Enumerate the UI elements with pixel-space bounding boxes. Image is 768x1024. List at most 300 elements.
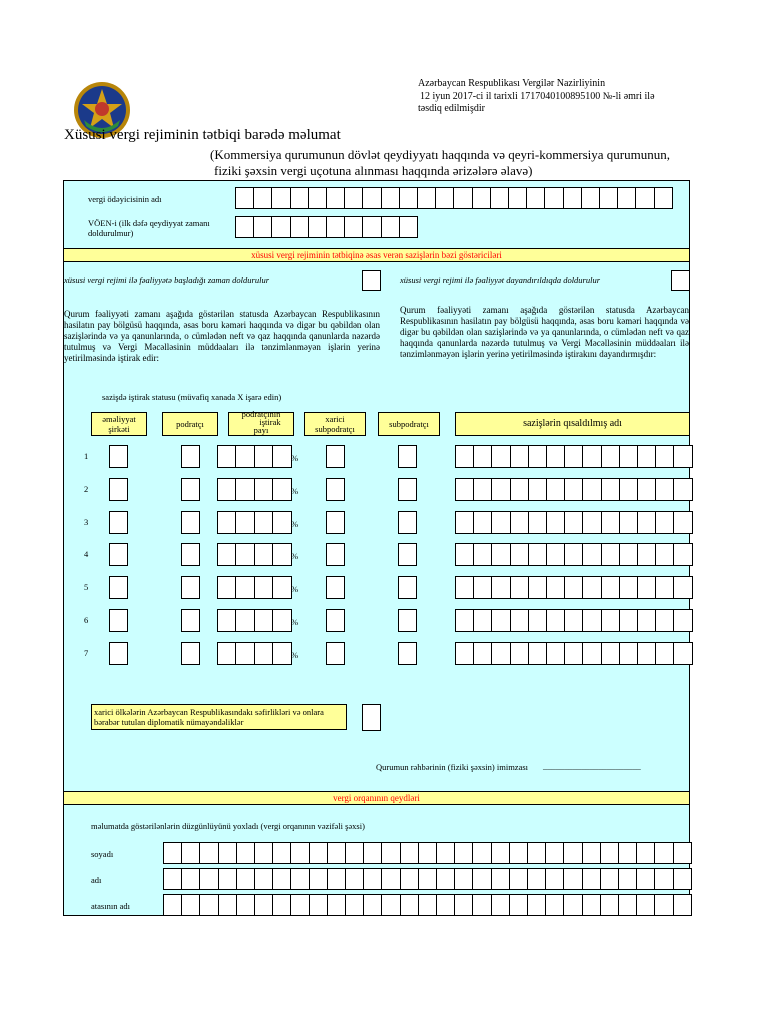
first-name-cell[interactable] (618, 868, 637, 890)
start-checkbox[interactable] (362, 270, 381, 291)
section1-title: xüsusi vergi rejiminin tətbiqinə əsas verən sazişlərin bəzi göstəriciləri (64, 248, 689, 262)
row-agreement-name-cell[interactable] (491, 478, 510, 501)
patronymic-cell[interactable] (618, 894, 637, 916)
row-agreement-name-cell[interactable] (528, 445, 547, 468)
taxpayer-name-cell[interactable] (435, 187, 454, 209)
row-subcontractor-checkbox[interactable] (398, 445, 417, 468)
first-name-cell[interactable] (418, 868, 437, 890)
row-agreement-name-cell[interactable] (601, 642, 620, 665)
surname-cell[interactable] (199, 842, 218, 864)
first-name-cell[interactable] (345, 868, 364, 890)
document-subtitle (210, 147, 710, 179)
surname-cell[interactable] (600, 842, 619, 864)
row-contractor-checkbox[interactable] (181, 478, 200, 501)
row-agreement-name-cell[interactable] (601, 511, 620, 534)
row-share-digit-cell[interactable] (217, 445, 236, 468)
row-operating-company-checkbox[interactable] (109, 543, 128, 566)
row-agreement-name-cell[interactable] (564, 576, 583, 599)
row-agreement-name-cell[interactable] (655, 445, 674, 468)
voen-cell[interactable] (308, 216, 327, 238)
surname-cell[interactable] (472, 842, 491, 864)
row-share-digit-cell[interactable] (272, 478, 291, 501)
taxpayer-name-cell[interactable] (508, 187, 527, 209)
row-share-digit-cell[interactable] (254, 445, 273, 468)
voen-cell[interactable] (362, 216, 381, 238)
voen-cell[interactable] (344, 216, 363, 238)
row-foreign-subcontractor-checkbox[interactable] (326, 576, 345, 599)
row-agreement-name-cell[interactable] (455, 576, 474, 599)
row-foreign-subcontractor-checkbox[interactable] (326, 478, 345, 501)
first-name-label: adı (91, 875, 102, 885)
row-agreement-name-cell[interactable] (637, 576, 656, 599)
patronymic-cell[interactable] (199, 894, 218, 916)
taxpayer-name-cell[interactable] (362, 187, 381, 209)
voen-cell[interactable] (326, 216, 345, 238)
patronymic-cell[interactable] (673, 894, 692, 916)
row-agreement-name-cell[interactable] (510, 445, 529, 468)
first-name-cell[interactable] (436, 868, 455, 890)
row-agreement-name-cell[interactable] (455, 511, 474, 534)
first-name-cell[interactable] (545, 868, 564, 890)
row-agreement-name-cell[interactable] (455, 642, 474, 665)
row-agreement-name-cell[interactable] (564, 478, 583, 501)
first-name-cell[interactable] (199, 868, 218, 890)
surname-cell[interactable] (418, 842, 437, 864)
row-share-digit-cell[interactable] (235, 642, 254, 665)
row-agreement-name-cell[interactable] (510, 609, 529, 632)
row-operating-company-checkbox[interactable] (109, 445, 128, 468)
row-agreement-name-cell[interactable] (546, 445, 565, 468)
voen-cell[interactable] (271, 216, 290, 238)
surname-cell[interactable] (381, 842, 400, 864)
row-agreement-name-cell[interactable] (455, 609, 474, 632)
row-agreement-name-cell[interactable] (673, 511, 692, 534)
row-share-digit-cell[interactable] (217, 609, 236, 632)
first-name-cell[interactable] (236, 868, 255, 890)
row-number: 1 (84, 451, 89, 461)
row-agreement-name-cell[interactable] (601, 609, 620, 632)
surname-cell[interactable] (673, 842, 692, 864)
row-agreement-name-cell[interactable] (582, 543, 601, 566)
row-agreement-name-cell[interactable] (582, 609, 601, 632)
surname-cell[interactable] (163, 842, 182, 864)
row-share-digit-cell[interactable] (254, 609, 273, 632)
row-agreement-name-cell[interactable] (619, 511, 638, 534)
row-contractor-checkbox[interactable] (181, 445, 200, 468)
row-contractor-checkbox[interactable] (181, 511, 200, 534)
taxpayer-name-cell[interactable] (617, 187, 636, 209)
first-name-cell[interactable] (509, 868, 528, 890)
row-number: 4 (84, 549, 89, 560)
voen-cell[interactable] (399, 216, 418, 238)
row-contractor-checkbox[interactable] (181, 576, 200, 599)
patronymic-cell[interactable] (654, 894, 673, 916)
header-share-mid: iştirak (259, 417, 281, 427)
signature-line[interactable]: _______________________ (543, 761, 641, 771)
row-share-digit-cell[interactable] (254, 642, 273, 665)
row-agreement-name-cell[interactable] (655, 511, 674, 534)
row-subcontractor-checkbox[interactable] (398, 576, 417, 599)
row-operating-company-checkbox[interactable] (109, 642, 128, 665)
first-name-cell[interactable] (381, 868, 400, 890)
row-share-digit-cell[interactable] (272, 445, 291, 468)
row-agreement-name-cell[interactable] (601, 445, 620, 468)
approval-note-line3: təsdiq edilmişdir (418, 103, 485, 114)
row-share-digit-cell[interactable] (254, 511, 273, 534)
taxpayer-name-cell[interactable] (344, 187, 363, 209)
document-title: Xüsusi vergi rejiminin tətbiqi barədə məlumat (64, 127, 341, 143)
surname-cell[interactable] (218, 842, 237, 864)
row-agreement-name-cell[interactable] (619, 609, 638, 632)
row-agreement-name-cell[interactable] (491, 609, 510, 632)
row-contractor-checkbox[interactable] (181, 642, 200, 665)
taxpayer-name-cell[interactable] (399, 187, 418, 209)
row-share-digit-cell[interactable] (217, 511, 236, 534)
patronymic-label: atasının adı (91, 901, 130, 911)
row-agreement-name-cell[interactable] (455, 478, 474, 501)
row-agreement-name-cell[interactable] (655, 576, 674, 599)
surname-label: soyadı (91, 849, 114, 859)
surname-cell[interactable] (181, 842, 200, 864)
surname-cell[interactable] (363, 842, 382, 864)
first-name-cell[interactable] (254, 868, 273, 890)
status-heading: sazişdə iştirak statusu (müvafiq xanada X işarə edin) (102, 392, 282, 402)
row-agreement-name-cell[interactable] (582, 511, 601, 534)
stop-text: Qurum fəaliyyəti zamanı aşağıda göstərilən statusda Azərbaycan Respublikasının hasilatın pay bölgüsü haqqında, əsas boru kəməri haqqında və digər bu qəbildən olan sazişlərində və ya qanunlarında, o cümlədən neft və qaz haqqında qanunlarda nəzərdə tutulmuş və Vergi Məcəlləsinin müddəaları ilə tənzimlənməyən işlərin yerinə yetirilməsində iştirakını dayandırmışdır: (400, 305, 689, 359)
patronymic-cell[interactable] (400, 894, 419, 916)
row-agreement-name-cell[interactable] (655, 609, 674, 632)
row-share-digit-cell[interactable] (254, 478, 273, 501)
taxpayer-name-cell[interactable] (472, 187, 491, 209)
voen-label-line1: VÖEN-i (ilk dəfə qeydiyyat zamanı (88, 218, 210, 228)
patronymic-cell[interactable] (363, 894, 382, 916)
row-foreign-subcontractor-checkbox[interactable] (326, 445, 345, 468)
patronymic-cell[interactable] (436, 894, 455, 916)
first-name-cell[interactable] (582, 868, 601, 890)
surname-cell[interactable] (582, 842, 601, 864)
row-share-digit-cell[interactable] (235, 576, 254, 599)
row-contractor-checkbox[interactable] (181, 609, 200, 632)
taxpayer-name-cell[interactable] (308, 187, 327, 209)
row-agreement-name-cell[interactable] (455, 445, 474, 468)
taxpayer-name-cell[interactable] (563, 187, 582, 209)
voen-cell[interactable] (253, 216, 272, 238)
stop-checkbox[interactable] (671, 270, 690, 291)
surname-cell[interactable] (272, 842, 291, 864)
row-agreement-name-cell[interactable] (637, 609, 656, 632)
row-agreement-name-cell[interactable] (673, 642, 692, 665)
surname-cell[interactable] (309, 842, 328, 864)
surname-cell[interactable] (636, 842, 655, 864)
row-agreement-name-cell[interactable] (637, 478, 656, 501)
patronymic-cell[interactable] (345, 894, 364, 916)
row-agreement-name-cell[interactable] (528, 576, 547, 599)
row-operating-company-checkbox[interactable] (109, 609, 128, 632)
row-agreement-name-cell[interactable] (619, 543, 638, 566)
surname-cell[interactable] (545, 842, 564, 864)
taxpayer-name-cell[interactable] (326, 187, 345, 209)
row-agreement-name-cell[interactable] (655, 478, 674, 501)
surname-cell[interactable] (236, 842, 255, 864)
patronymic-cell[interactable] (563, 894, 582, 916)
row-number: 5 (84, 582, 89, 593)
row-number: 6 (84, 615, 89, 625)
row-agreement-name-cell[interactable] (491, 576, 510, 599)
first-name-cell[interactable] (290, 868, 309, 890)
voen-cell[interactable] (235, 216, 254, 238)
surname-cell[interactable] (436, 842, 455, 864)
taxpayer-name-cell[interactable] (253, 187, 272, 209)
row-agreement-name-cell[interactable] (473, 576, 492, 599)
surname-cell[interactable] (327, 842, 346, 864)
voen-cell[interactable] (381, 216, 400, 238)
header-foreign-subcontractor: xarici subpodratçı (304, 412, 366, 436)
row-agreement-name-cell[interactable] (655, 642, 674, 665)
patronymic-cell[interactable] (327, 894, 346, 916)
row-agreement-name-cell[interactable] (564, 609, 583, 632)
row-agreement-name-cell[interactable] (673, 543, 692, 566)
row-agreement-name-cell[interactable] (564, 543, 583, 566)
row-agreement-name-cell[interactable] (619, 445, 638, 468)
row-agreement-name-cell[interactable] (546, 609, 565, 632)
surname-cell[interactable] (400, 842, 419, 864)
taxpayer-name-cell[interactable] (526, 187, 545, 209)
row-percent-sign: % (291, 453, 299, 463)
row-agreement-name-cell[interactable] (491, 511, 510, 534)
patronymic-cell[interactable] (454, 894, 473, 916)
taxpayer-name-cell[interactable] (654, 187, 673, 209)
patronymic-cell[interactable] (290, 894, 309, 916)
row-agreement-name-cell[interactable] (655, 543, 674, 566)
row-agreement-name-cell[interactable] (473, 478, 492, 501)
start-label: xüsusi vergi rejimi ilə fəaliyyətə başladığı zaman doldurulur (64, 275, 269, 285)
row-share-digit-cell[interactable] (254, 576, 273, 599)
row-agreement-name-cell[interactable] (637, 642, 656, 665)
row-share-digit-cell[interactable] (272, 543, 291, 566)
row-foreign-subcontractor-checkbox[interactable] (326, 642, 345, 665)
row-agreement-name-cell[interactable] (510, 576, 529, 599)
surname-cell[interactable] (509, 842, 528, 864)
row-agreement-name-cell[interactable] (473, 609, 492, 632)
taxpayer-name-cell[interactable] (544, 187, 563, 209)
row-agreement-name-cell[interactable] (673, 445, 692, 468)
patronymic-cell[interactable] (527, 894, 546, 916)
patronymic-cell[interactable] (309, 894, 328, 916)
row-agreement-name-cell[interactable] (528, 609, 547, 632)
row-subcontractor-checkbox[interactable] (398, 642, 417, 665)
patronymic-cell[interactable] (254, 894, 273, 916)
row-agreement-name-cell[interactable] (473, 642, 492, 665)
taxpayer-name-label: vergi ödəyicisinin adı (88, 194, 162, 204)
first-name-cell[interactable] (636, 868, 655, 890)
row-agreement-name-cell[interactable] (673, 478, 692, 501)
patronymic-cell[interactable] (636, 894, 655, 916)
taxpayer-name-cell[interactable] (635, 187, 654, 209)
taxpayer-name-cell[interactable] (417, 187, 436, 209)
first-name-cell[interactable] (673, 868, 692, 890)
first-name-cell[interactable] (454, 868, 473, 890)
taxpayer-name-cell[interactable] (381, 187, 400, 209)
row-share-digit-cell[interactable] (235, 445, 254, 468)
row-agreement-name-cell[interactable] (637, 445, 656, 468)
surname-cell[interactable] (618, 842, 637, 864)
header-operating-company: əməliyyat şirkəti (91, 412, 147, 436)
row-share-digit-cell[interactable] (272, 576, 291, 599)
first-name-cell[interactable] (363, 868, 382, 890)
patronymic-cell[interactable] (545, 894, 564, 916)
patronymic-cell[interactable] (600, 894, 619, 916)
row-agreement-name-cell[interactable] (473, 511, 492, 534)
voen-cell[interactable] (290, 216, 309, 238)
first-name-cell[interactable] (163, 868, 182, 890)
row-share-digit-cell[interactable] (235, 478, 254, 501)
first-name-cell[interactable] (527, 868, 546, 890)
taxpayer-name-cell[interactable] (235, 187, 254, 209)
first-name-cell[interactable] (563, 868, 582, 890)
row-share-digit-cell[interactable] (235, 543, 254, 566)
row-share-digit-cell[interactable] (254, 543, 273, 566)
patronymic-cell[interactable] (381, 894, 400, 916)
surname-cell[interactable] (454, 842, 473, 864)
row-subcontractor-checkbox[interactable] (398, 609, 417, 632)
row-agreement-name-cell[interactable] (491, 642, 510, 665)
row-agreement-name-cell[interactable] (510, 478, 529, 501)
row-share-digit-cell[interactable] (217, 576, 236, 599)
row-agreement-name-cell[interactable] (637, 543, 656, 566)
patronymic-cell[interactable] (272, 894, 291, 916)
row-share-digit-cell[interactable] (272, 609, 291, 632)
row-share-digit-cell[interactable] (272, 642, 291, 665)
row-agreement-name-cell[interactable] (601, 576, 620, 599)
row-share-digit-cell[interactable] (235, 609, 254, 632)
first-name-cell[interactable] (491, 868, 510, 890)
row-agreement-name-cell[interactable] (564, 445, 583, 468)
row-agreement-name-cell[interactable] (601, 543, 620, 566)
patronymic-cell[interactable] (472, 894, 491, 916)
taxpayer-name-cell[interactable] (490, 187, 509, 209)
row-agreement-name-cell[interactable] (582, 576, 601, 599)
surname-cell[interactable] (527, 842, 546, 864)
patronymic-cell[interactable] (236, 894, 255, 916)
signature-label: Qurumun rəhbərinin (fiziki şəxsin) imimzası (376, 762, 529, 772)
row-agreement-name-cell[interactable] (564, 642, 583, 665)
row-agreement-name-cell[interactable] (528, 478, 547, 501)
row-agreement-name-cell[interactable] (601, 478, 620, 501)
row-agreement-name-cell[interactable] (673, 576, 692, 599)
row-agreement-name-cell[interactable] (491, 543, 510, 566)
row-share-digit-cell[interactable] (272, 511, 291, 534)
row-agreement-name-cell[interactable] (546, 478, 565, 501)
row-agreement-name-cell[interactable] (528, 543, 547, 566)
row-subcontractor-checkbox[interactable] (398, 511, 417, 534)
row-share-digit-cell[interactable] (217, 543, 236, 566)
subtitle-line1: (Kommersiya qurumunun dövlət qeydiyyatı haqqında və qeyri-kommersiya qurumunun, (210, 147, 670, 162)
row-agreement-name-cell[interactable] (528, 511, 547, 534)
surname-cell[interactable] (654, 842, 673, 864)
row-agreement-name-cell[interactable] (564, 511, 583, 534)
row-agreement-name-cell[interactable] (546, 576, 565, 599)
row-agreement-name-cell[interactable] (637, 511, 656, 534)
header-subcontractor: subpodratçı (378, 412, 440, 436)
row-agreement-name-cell[interactable] (510, 642, 529, 665)
first-name-cell[interactable] (600, 868, 619, 890)
row-share-digit-cell[interactable] (217, 478, 236, 501)
row-subcontractor-checkbox[interactable] (398, 478, 417, 501)
row-agreement-name-cell[interactable] (546, 511, 565, 534)
section2-title: vergi orqanının qeydləri (64, 791, 689, 805)
row-agreement-name-cell[interactable] (510, 543, 529, 566)
form-body (63, 180, 690, 916)
first-name-cell[interactable] (472, 868, 491, 890)
start-text: Qurum fəaliyyəti zamanı aşağıda göstərilən statusda Azərbaycan Respublikasının hasilatın pay bölgüsü haqqında, əsas boru kəməri haqqında və digər bu qəbildən olan sazişlərində və ya qanunlarında, o cümlədən neft və qaz haqqında qanunlarda nəzərdə tutulmuş və Vergi Məcəlləsinin müddəaları ilə tənzimlənməyən işlərin yerinə yetirilməsində iştirak edir: (64, 309, 380, 363)
row-operating-company-checkbox[interactable] (109, 576, 128, 599)
row-agreement-name-cell[interactable] (491, 445, 510, 468)
first-name-cell[interactable] (309, 868, 328, 890)
patronymic-cell[interactable] (218, 894, 237, 916)
first-name-cell[interactable] (181, 868, 200, 890)
row-agreement-name-cell[interactable] (582, 478, 601, 501)
first-name-cell[interactable] (218, 868, 237, 890)
taxpayer-name-cell[interactable] (271, 187, 290, 209)
first-name-cell[interactable] (654, 868, 673, 890)
row-subcontractor-checkbox[interactable] (398, 543, 417, 566)
diplomatic-checkbox[interactable] (362, 704, 381, 731)
first-name-cell[interactable] (400, 868, 419, 890)
row-agreement-name-cell[interactable] (619, 478, 638, 501)
first-name-cell[interactable] (272, 868, 291, 890)
surname-cell[interactable] (563, 842, 582, 864)
surname-cell[interactable] (345, 842, 364, 864)
surname-cell[interactable] (290, 842, 309, 864)
row-agreement-name-cell[interactable] (619, 642, 638, 665)
taxpayer-name-cell[interactable] (290, 187, 309, 209)
patronymic-cell[interactable] (491, 894, 510, 916)
surname-cell[interactable] (254, 842, 273, 864)
row-agreement-name-cell[interactable] (673, 609, 692, 632)
row-foreign-subcontractor-checkbox[interactable] (326, 543, 345, 566)
row-agreement-name-cell[interactable] (473, 445, 492, 468)
first-name-cell[interactable] (327, 868, 346, 890)
row-agreement-name-cell[interactable] (582, 445, 601, 468)
row-foreign-subcontractor-checkbox[interactable] (326, 511, 345, 534)
patronymic-cell[interactable] (418, 894, 437, 916)
row-agreement-name-cell[interactable] (582, 642, 601, 665)
row-agreement-name-cell[interactable] (528, 642, 547, 665)
row-agreement-name-cell[interactable] (455, 543, 474, 566)
row-agreement-name-cell[interactable] (510, 511, 529, 534)
row-agreement-name-cell[interactable] (619, 576, 638, 599)
row-agreement-name-cell[interactable] (546, 543, 565, 566)
surname-cell[interactable] (491, 842, 510, 864)
patronymic-cell[interactable] (181, 894, 200, 916)
row-share-digit-cell[interactable] (217, 642, 236, 665)
patronymic-cell[interactable] (163, 894, 182, 916)
row-agreement-name-cell[interactable] (473, 543, 492, 566)
patronymic-cell[interactable] (582, 894, 601, 916)
patronymic-cell[interactable] (509, 894, 528, 916)
row-percent-sign: % (291, 518, 299, 529)
header-share (228, 409, 294, 436)
row-operating-company-checkbox[interactable] (109, 511, 128, 534)
row-operating-company-checkbox[interactable] (109, 478, 128, 501)
row-agreement-name-cell[interactable] (546, 642, 565, 665)
taxpayer-name-cell[interactable] (581, 187, 600, 209)
taxpayer-name-cell[interactable] (599, 187, 618, 209)
row-contractor-checkbox[interactable] (181, 543, 200, 566)
taxpayer-name-cell[interactable] (453, 187, 472, 209)
row-share-digit-cell[interactable] (235, 511, 254, 534)
row-foreign-subcontractor-checkbox[interactable] (326, 609, 345, 632)
